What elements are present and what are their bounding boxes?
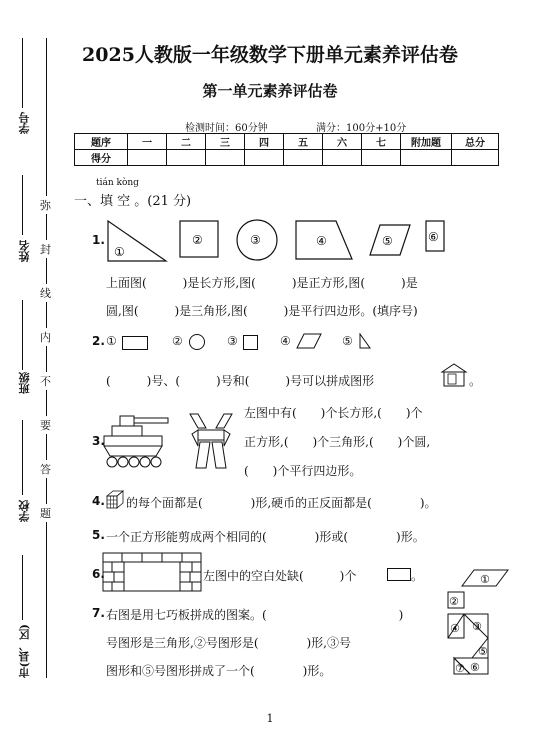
option-label: ① [106,334,117,348]
small-circle-icon [189,334,205,350]
tangram-piece-2 [448,592,464,608]
shape-label: ② [192,233,203,247]
question-line: 图形和⑤号图形拼成了一个( )形。 [106,664,332,678]
parallelogram-shape [370,225,410,255]
question-number: 2. [92,334,105,348]
trapezoid-shape [296,221,352,259]
robot-figure [186,412,236,474]
svg-text:④: ④ [450,622,460,635]
shape-label: ④ [316,234,327,248]
question-number: 4. [92,494,105,508]
rectangle-shape [426,221,444,251]
option-label: ② [172,334,183,348]
tangram-piece-1 [462,570,508,586]
question-line: ( )号、( )号和( )号可以拼成图形 [106,374,375,388]
table-header-cell: 六 [323,134,362,150]
tangram-piece-7 [454,658,470,675]
question-line: 的每个面都是( )形,硬币的正反面都是( )。 [126,496,437,510]
seal-char: 答 [40,460,51,478]
svg-text:③: ③ [472,620,482,633]
table-header-cell: 三 [206,134,245,150]
score-row-label: 得分 [75,150,128,166]
page-number: 1 [266,712,274,725]
section-pinyin: tián kòng [96,178,139,188]
full-score: 满分：100分+10分 [316,123,407,134]
seal-char: 不 [40,372,51,390]
seal-char: 封 [40,240,51,258]
question-line: 左图中有( )个长方形,( )个 [244,406,423,420]
tangram-rabbit-figure [444,566,512,678]
brick-wall-figure [102,552,202,592]
table-header-cell: 题序 [75,134,128,150]
question-line: 左图中的空白处缺( )个 [203,569,357,583]
class-label: 班级 [18,372,31,394]
student-name-label: 姓名 [18,240,31,262]
score-cell[interactable] [128,150,167,166]
score-table [74,133,499,166]
option-label: ⑤ [342,334,353,348]
rubiks-cube-icon [105,490,125,510]
svg-text:①: ① [480,573,490,586]
house-shape-icon [440,362,468,388]
student-id-label: 学号 [18,112,31,134]
table-header-cell: 一 [128,134,167,150]
score-cell[interactable] [362,150,401,166]
city-label: 市(县、区) [18,624,31,679]
shape-label: ⑥ [428,230,439,244]
binding-line [46,38,47,678]
tangram-piece-5 [472,638,488,658]
small-rectangle-icon [122,336,148,350]
svg-text:②: ② [449,595,459,608]
seal-char: 线 [40,284,51,302]
class-field-line [22,300,23,370]
score-table-row [75,150,499,166]
question-number: 6. [92,567,105,581]
question-line: 圆,图( )是三角形,图( )是平行四边形。(填序号) [106,304,418,318]
question-line: 号图形是三角形,②号图形是( )形,③号 [106,636,351,650]
score-cell[interactable] [245,150,284,166]
seal-char: 要 [40,416,51,434]
question-line: 上面图( )是长方形,图( )是正方形,图( )是 [106,276,418,290]
question-line: 右图是用七巧板拼成的图案。( ) [106,608,404,622]
option-label: ④ [280,334,291,348]
table-header-cell: 总分 [452,134,499,150]
score-cell[interactable] [452,150,499,166]
seal-char: 题 [40,504,51,522]
page-subtitle: 第一单元素养评估卷 [202,82,338,100]
score-cell[interactable] [401,150,452,166]
table-header-cell: 五 [284,134,323,150]
small-triangle-icon [358,333,372,349]
question-line: 正方形,( )个三角形,( )个圆, [244,435,431,449]
page-title: 2025人教版一年级数学下册单元素养评估卷 [82,44,458,66]
tangram-piece-3 [464,614,488,638]
exam-time: 检测时间：60分钟 [185,123,268,134]
score-cell[interactable] [323,150,362,166]
shape-figures [100,213,460,268]
table-header-cell: 四 [245,134,284,150]
svg-text:⑦: ⑦ [455,662,465,675]
score-cell[interactable] [284,150,323,166]
section-heading: 一、填 空 。(21 分) [74,194,192,209]
question-line: 。 [411,569,424,583]
question-number: 3. [92,434,105,448]
svg-text:⑤: ⑤ [478,645,488,658]
school-field-line [22,420,23,495]
right-triangle-shape [108,221,166,261]
circle-shape [237,220,277,260]
seal-char: 内 [40,328,51,346]
score-cell[interactable] [167,150,206,166]
option-label: ③ [227,334,238,348]
tank-figure [102,412,174,472]
score-table-header [75,134,499,150]
tangram-piece-4 [448,614,464,638]
table-header-cell: 七 [362,134,401,150]
table-header-cell: 二 [167,134,206,150]
seal-char: 弥 [40,196,51,214]
shape-label: ① [114,245,125,259]
small-parallelogram-icon [296,333,322,349]
question-line: ( )个平行四边形。 [244,464,362,478]
small-square-icon [243,335,258,350]
question-number: 5. [92,528,105,542]
question-line: 。 [469,374,482,388]
question-number: 7. [92,606,105,620]
city-field-line [22,555,23,620]
square-shape [180,221,218,257]
shape-label: ③ [250,233,261,247]
question-line: 一个正方形能剪成两个相同的( )形或( )形。 [106,530,425,544]
question-number: 1. [92,233,105,247]
brick-icon [387,568,411,581]
school-label: 学校 [18,500,31,522]
table-header-cell: 附加题 [401,134,452,150]
shape-label: ⑤ [382,234,393,248]
name-field-line [22,175,23,235]
score-cell[interactable] [206,150,245,166]
svg-text:⑥: ⑥ [470,661,480,674]
